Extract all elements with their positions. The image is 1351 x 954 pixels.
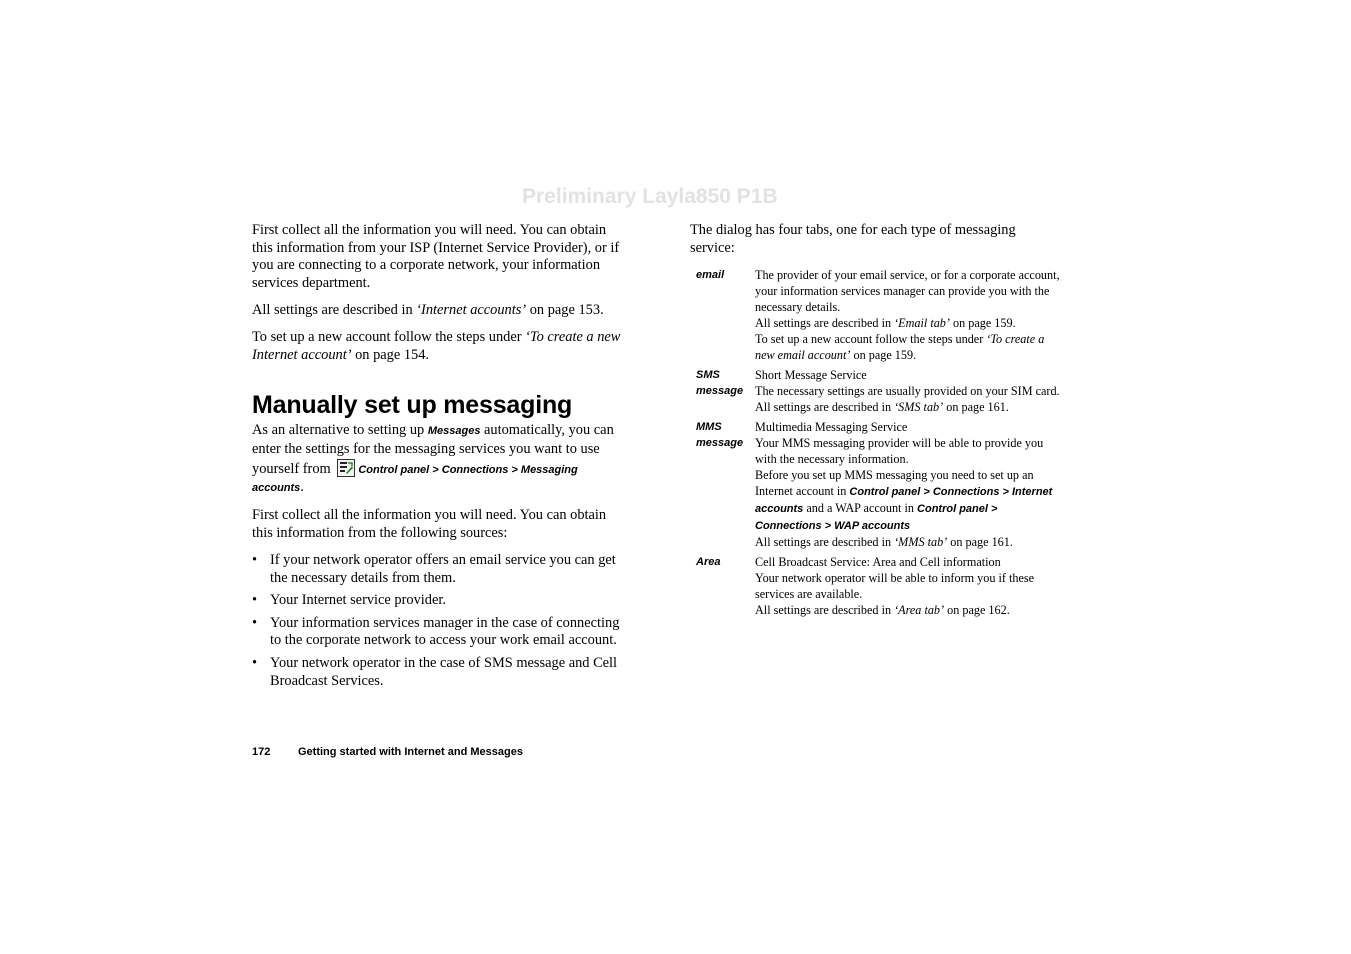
text: MMS (696, 420, 722, 433)
term-sms (690, 367, 755, 419)
text: on page 162. (944, 602, 1010, 617)
description-line: Your network operator will be able to inform you if these services are available. (755, 570, 1035, 601)
list-item-text: Your network operator in the case of SMS message and Cell Broadcast Services. (270, 655, 618, 689)
list-item (252, 615, 624, 650)
section-heading: Manually set up messaging (252, 391, 573, 420)
text: All settings are described in (755, 399, 895, 414)
intro-paragraph: First collect all the information you will need. You can obtain this information from your ISP (Internet Service Provider), or if you are connecting to a corporate network, your information services department. (252, 222, 620, 291)
text: and a WAP account in (803, 500, 918, 515)
description-line: The provider of your email service, or for a corporate account, your information services manager can provide you with the necessary details. (755, 267, 1060, 314)
list-item-text: Your Internet service provider. (270, 592, 446, 609)
bullet-icon: • (252, 552, 258, 569)
term-mms (690, 419, 755, 554)
tabs-description-table (690, 267, 1062, 622)
text: on page 161. (947, 534, 1013, 549)
control-panel-icon (337, 459, 355, 477)
left-column (252, 222, 624, 695)
right-column (690, 222, 1062, 622)
description-area (755, 554, 1062, 622)
cross-reference-link[interactable]: ‘MMS tab’ (894, 534, 948, 549)
description-line (755, 399, 1062, 415)
alternative-paragraph (252, 422, 624, 497)
description-line: The necessary settings are usually provided on your SIM card. (755, 383, 1060, 398)
page-footer (252, 746, 523, 758)
cross-reference-link[interactable]: ‘To create a new email account’ (755, 331, 1045, 362)
page-number: 172 (252, 746, 271, 758)
table-row (690, 554, 1062, 622)
description-line (755, 467, 1062, 534)
settings-reference-paragraph (252, 302, 624, 320)
sources-paragraph: First collect all the information you will need. You can obtain this information from the following sources: (252, 507, 607, 541)
text: All settings are described in (755, 534, 895, 549)
table-row (690, 419, 1062, 554)
description-line (755, 602, 1062, 618)
list-item (252, 592, 624, 610)
text: SMS (696, 368, 720, 381)
text: on page 159. (850, 347, 917, 362)
term-email: email (696, 268, 725, 281)
text: As an alternative to setting up (252, 422, 428, 439)
term-area: Area (696, 555, 721, 568)
description-email (755, 267, 1062, 367)
watermark: Preliminary Layla850 P1B (522, 185, 778, 208)
chapter-title: Getting started with Internet and Messages (298, 746, 523, 758)
description-line (755, 331, 1062, 363)
text: All settings are described in (252, 301, 417, 318)
cross-reference-link[interactable]: ‘Email tab’ (894, 315, 950, 330)
text: All settings are described in (755, 315, 895, 330)
list-item (252, 552, 624, 587)
text: on page 153. (526, 301, 604, 318)
table-row (690, 267, 1062, 367)
cross-reference-link[interactable]: ‘To create a new Internet account’ (252, 329, 621, 363)
description-line: Multimedia Messaging Service (755, 419, 908, 434)
gui-path-messaging-accounts: Control panel > Connections > Messaging accounts (252, 463, 578, 495)
description-line: Short Message Service (755, 367, 867, 382)
text: message (696, 436, 744, 449)
bullet-icon: • (252, 592, 258, 609)
description-sms (755, 367, 1062, 419)
cross-reference-link[interactable]: ‘SMS tab’ (894, 399, 944, 414)
sources-list (252, 552, 624, 690)
description-line: Your MMS messaging provider will be able to provide you with the necessary information. (755, 435, 1044, 466)
text: message (696, 384, 744, 397)
cross-reference-link[interactable]: ‘Area tab’ (894, 602, 945, 617)
description-mms (755, 419, 1062, 554)
cross-reference-link[interactable]: ‘Internet accounts’ (416, 301, 527, 318)
text: on page 154. (351, 346, 430, 363)
description-line: Cell Broadcast Service: Area and Cell information (755, 554, 1001, 569)
list-item (252, 655, 624, 690)
table-row (690, 367, 1062, 419)
text: All settings are described in (755, 602, 895, 617)
text: automatically, you can enter the settings for the messaging services you want to use yourself from (252, 422, 614, 477)
description-line (755, 315, 1062, 331)
tabs-intro-paragraph: The dialog has four tabs, one for each type of messaging service: (690, 222, 1016, 256)
text: on page 161. (943, 399, 1009, 414)
list-item-text: If your network operator offers an email service you can get the necessary details from them. (270, 552, 616, 586)
gui-path-wap-accounts: Control panel > Connections > WAP accounts (755, 502, 998, 532)
gui-path-internet-accounts: Control panel > Connections > Internet accounts (755, 485, 1053, 515)
new-account-paragraph (252, 329, 624, 364)
bullet-icon: • (252, 655, 258, 672)
text: . (300, 479, 304, 496)
gui-label-messages: Messages (427, 425, 481, 438)
description-line (755, 534, 1062, 550)
list-item-text: Your information services manager in the case of connecting to the corporate network to access your work email account. (270, 614, 620, 649)
text: To set up a new account follow the steps under (755, 331, 987, 346)
text: Before you set up MMS messaging you need to set up an Internet account in (755, 467, 1034, 498)
text: on page 159. (949, 315, 1016, 330)
bullet-icon: • (252, 614, 258, 631)
text: To set up a new account follow the steps under (252, 329, 526, 346)
